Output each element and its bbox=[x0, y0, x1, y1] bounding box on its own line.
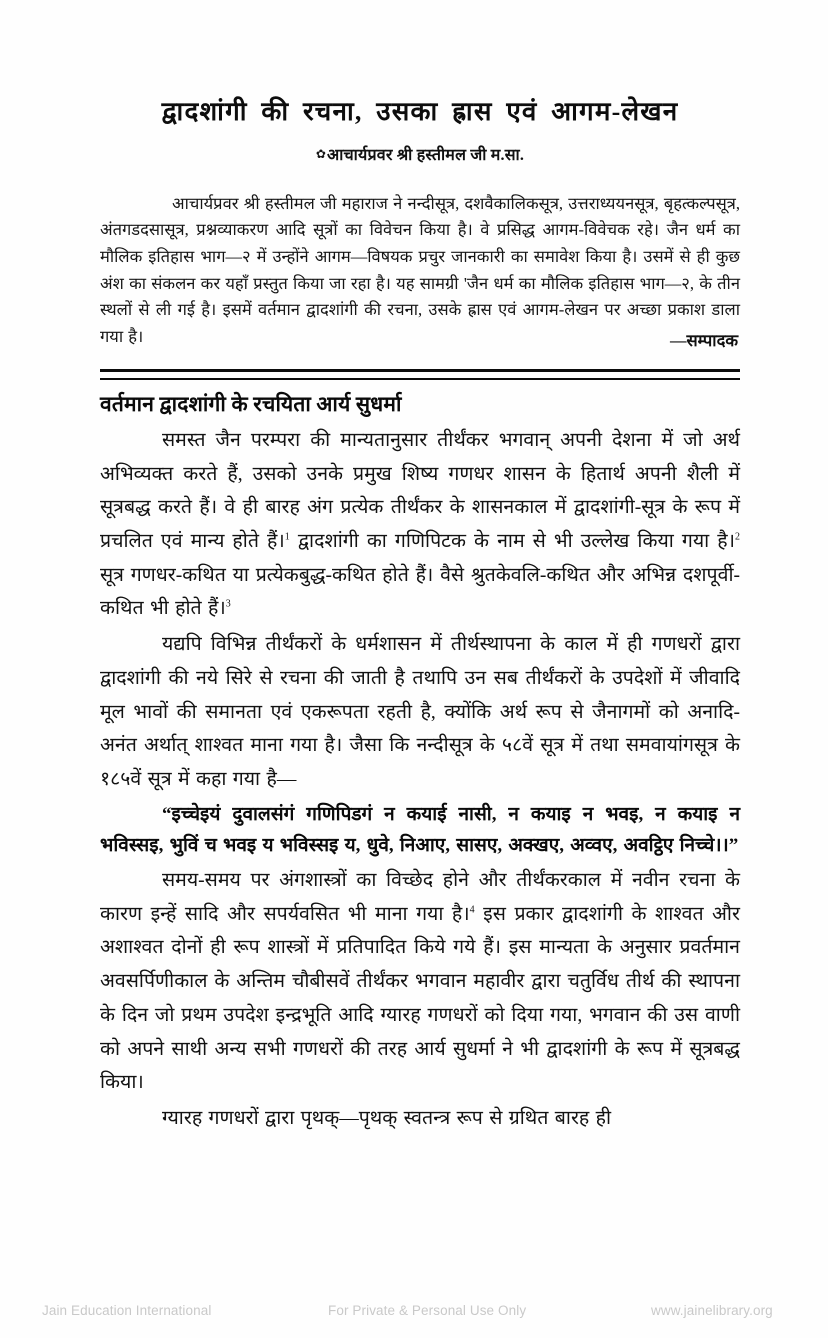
author-byline: आचार्यप्रवर श्री हस्तीमल जी म.सा. bbox=[326, 146, 525, 164]
paragraph-3-segment-1: समय-समय पर अंगशास्त्रों का विच्छेद होने और तीर्थंकरकाल में नवीन रचना के कारण इन्हें सादि और सपर्यवसित भी माना गया है। bbox=[100, 869, 740, 925]
footer-website-link[interactable]: www.jainelibrary.org bbox=[651, 1302, 773, 1318]
body-paragraph-3 bbox=[100, 864, 740, 1100]
page-footer bbox=[0, 1296, 828, 1324]
quotation-text: “इच्चेइयं दुवालसंगं गणिपिडगं न कयाई नासी, न कयाइ न भवइ, न कयाइ न भविस्सइ, भुविं च भवइ य भविस्सइ य, धुवे, निआए, सासए, अक्खए, अव्वए, अवट्ठिए निच्चे।।” bbox=[100, 803, 740, 857]
footnote-marker-4: 4 bbox=[469, 904, 475, 916]
footnote-marker-2: 2 bbox=[735, 531, 741, 543]
footnote-marker-1: 1 bbox=[284, 531, 290, 543]
footer-organization: Jain Education International bbox=[42, 1302, 212, 1318]
page-content bbox=[100, 96, 740, 1138]
paragraph-1-segment-1: समस्त जैन परम्परा की मान्यतानुसार तीर्थंकर भगवान् अपनी देशना में जो अर्थ अभिव्यक्त करते हैं, उसको उनके प्रमुख शिष्य गणधर शासन के हितार्थ अपनी शैली में सूत्रबद्ध करते हैं। वे ही बारह अंग प्रत्येक तीर्थंकर के शासनकाल में द्वादशांगी-सूत्र के रूप में प्रचलित एवं मान्य होते हैं। bbox=[100, 429, 740, 553]
section-divider-rule bbox=[100, 369, 740, 380]
flower-ornament-icon: ✿ bbox=[315, 146, 326, 161]
editor-credit: —सम्पादक bbox=[670, 330, 738, 350]
section-heading: वर्तमान द्वादशांगी के रचयिता आर्य सुधर्मा bbox=[100, 391, 402, 416]
body-paragraph-1 bbox=[100, 424, 740, 626]
paragraph-3-segment-2: इस प्रकार द्वादशांगी के शाश्वत और अशाश्वत दोनों ही रूप शास्त्रों में प्रतिपादित किये गये हैं। इस मान्यता के अनुसार प्रवर्तमान अवसर्पिणीकाल के अन्तिम चौबीसवें तीर्थंकर भगवान महावीर द्वारा चतुर्विध तीर्थ की स्थापना के दिन जो प्रथम उपदेश इन्द्रभूति आदि ग्यारह गणधरों को दिया गया, भगवान की उस वाणी को अपने साथी अन्य सभी गणधरों की तरह आर्य सुधर्मा ने भी द्वादशांगी के रूप में सूत्रबद्ध किया। bbox=[100, 903, 740, 1094]
page-title: द्वादशांगी की रचना, उसका ह्रास एवं आगम-लेखन bbox=[161, 97, 679, 126]
byline-row bbox=[100, 143, 740, 165]
body-paragraph-2 bbox=[100, 628, 740, 797]
editor-intro-text: आचार्यप्रवर श्री हस्तीमल जी महाराज ने नन्दीसूत्र, दशवैकालिकसूत्र, उत्तराध्ययनसूत्र, बृहत्कल्पसूत्र, अंतगडदसासूत्र, प्रश्नव्याकरण आदि सूत्रों का विवेचन किया है। वे प्रसिद्ध आगम-विवेचक रहे। जैन धर्म का मौलिक इतिहास भाग—२ में उन्होंने आगम—विषयक प्रचुर जानकारी का समावेश किया है। उसमें से ही कुछ अंश का संकलन कर यहाँ प्रस्तुत किया जा रहा है। यह सामग्री 'जैन धर्म का मौलिक इतिहास भाग—२, के तीन स्थलों से ली गई है। इसमें वर्तमान द्वादशांगी की रचना, उसके ह्रास एवं आगम-लेखन पर अच्छा प्रकाश डाला गया है। bbox=[100, 193, 740, 347]
footer-usage-notice: For Private & Personal Use Only bbox=[328, 1302, 527, 1318]
footnote-marker-3: 3 bbox=[225, 598, 231, 610]
paragraph-2-text: यद्यपि विभिन्न तीर्थंकरों के धर्मशासन में तीर्थस्थापना के काल में ही गणधरों द्वारा द्वादशांगी की नये सिरे से रचना की जाती है तथापि उन सब तीर्थंकरों के उपदेशों में जीवादि मूल भावों की समानता एवं एकरूपता रहती है, क्योंकि अर्थ रूप से जैनागमों को अनादि-अनंत अर्थात् शाश्वत माना गया है। जैसा कि नन्दीसूत्र के ५८वें सूत्र में तथा समवायांगसूत्र के १८५वें सूत्र में कहा गया है— bbox=[100, 634, 740, 791]
paragraph-1-segment-3: सूत्र गणधर-कथित या प्रत्येकबुद्ध-कथित होते हैं। वैसे श्रुतकेवलि-कथित और अभिन्न दशपूर्वी-कथित भी होते हैं। bbox=[100, 564, 740, 620]
editor-intro-paragraph bbox=[100, 191, 740, 351]
paragraph-4-text: ग्यारह गणधरों द्वारा पृथक्—पृथक् स्वतन्त्र रूप से ग्रथित बारह ही bbox=[162, 1108, 612, 1130]
scripture-quotation bbox=[100, 799, 740, 862]
paragraph-1-segment-2: द्वादशांगी का गणिपिटक के नाम से भी उल्लेख किया गया है। bbox=[289, 531, 736, 553]
body-paragraph-4 bbox=[100, 1102, 740, 1136]
